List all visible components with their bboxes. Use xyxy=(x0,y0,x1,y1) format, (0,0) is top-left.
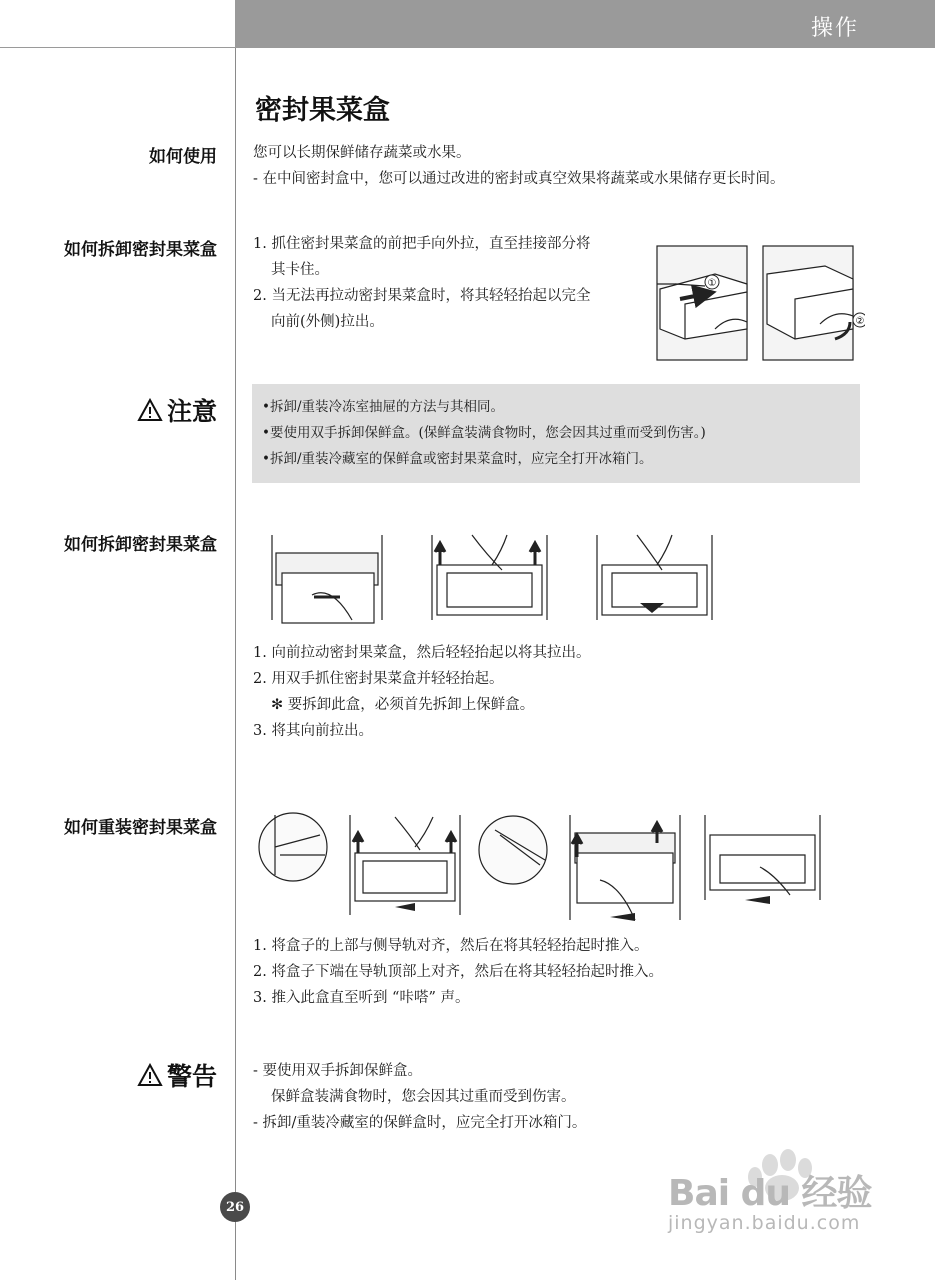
warning-text xyxy=(253,1058,586,1136)
page-title: 密封果菜盒 xyxy=(255,95,390,126)
reinstall-section-steps xyxy=(253,933,663,1011)
caution-box xyxy=(252,384,860,483)
how-to-use-line: - 在中间密封盒中，您可以通过改进的密封或真空效果将蔬菜或水果储存更长时间。 xyxy=(253,171,785,187)
warning-item: 保鲜盒装满食物时，您会因其过重而受到伤害。 xyxy=(271,1089,576,1105)
step-text: 1. 将盒子的上部与侧导轨对齐，然后在将其轻轻抬起时推入。 xyxy=(253,938,649,954)
how-to-use-text xyxy=(253,140,785,192)
step-text: 1. 向前拉动密封果菜盒，然后轻轻抬起以将其拉出。 xyxy=(253,645,591,661)
step-text: 3. 将其向前拉出。 xyxy=(253,723,373,739)
fig-marker-2: ② xyxy=(855,316,865,327)
remove-section-2-steps xyxy=(253,640,590,744)
caution-heading xyxy=(137,392,217,428)
step-text: 其卡住。 xyxy=(271,262,329,278)
step-text: 向前(外侧)拉出。 xyxy=(271,314,384,330)
step-note: ✻ 要拆卸此盒，必须首先拆卸上保鲜盒。 xyxy=(271,697,535,713)
how-to-use-line: 您可以长期保鲜储存蔬菜或水果。 xyxy=(253,145,471,161)
header-band xyxy=(235,0,935,48)
caution-item: •要使用双手拆卸保鲜盒。(保鲜盒装满食物时，您会因其过重而受到伤害。) xyxy=(262,425,706,441)
caution-item: •拆卸/重装冷冻室抽屉的方法与其相同。 xyxy=(262,399,505,415)
step-text: 2. 将盒子下端在导轨顶部上对齐，然后在将其轻轻抬起时推入。 xyxy=(253,964,663,980)
drawer-removal-illustration-1 xyxy=(655,244,865,364)
margin-divider xyxy=(235,48,236,1280)
warning-heading xyxy=(137,1057,217,1093)
step-text: 2. 当无法再拉动密封果菜盒时，将其轻轻抬起以完全 xyxy=(253,288,591,304)
step-text: 2. 用双手抓住密封果菜盒并轻轻抬起。 xyxy=(253,671,504,687)
remove-section-1-steps xyxy=(253,231,590,335)
caution-label: 注意 xyxy=(166,397,217,426)
warning-label: 警告 xyxy=(166,1062,217,1091)
caution-item: •拆卸/重装冷藏室的保鲜盒或密封果菜盒时，应完全打开冰箱门。 xyxy=(262,451,653,467)
section-title: 操作 xyxy=(810,16,859,41)
reinstall-section-label: 如何重装密封果菜盒 xyxy=(64,818,217,838)
watermark-brand: Bai du 经验 xyxy=(668,1173,872,1214)
warning-item: - 拆卸/重装冷藏室的保鲜盒时，应完全打开冰箱门。 xyxy=(253,1115,587,1131)
remove-section-1-label: 如何拆卸密封果菜盒 xyxy=(64,240,217,260)
drawer-reinstall-illustration xyxy=(255,805,835,930)
how-to-use-label: 如何使用 xyxy=(149,147,217,167)
fig-marker-1: ① xyxy=(707,278,717,289)
step-text: 3. 推入此盒直至听到 “咔嗒” 声。 xyxy=(253,990,470,1006)
warning-triangle-icon xyxy=(137,398,163,422)
watermark-url: jingyan.baidu.com xyxy=(668,1212,861,1234)
step-text: 1. 抓住密封果菜盒的前把手向外拉，直至挂接部分将 xyxy=(253,236,591,252)
warning-triangle-icon xyxy=(137,1063,163,1087)
page-number: 26 xyxy=(220,1192,250,1222)
remove-section-2-label: 如何拆卸密封果菜盒 xyxy=(64,535,217,555)
header-rule xyxy=(0,47,235,48)
warning-item: - 要使用双手拆卸保鲜盒。 xyxy=(253,1063,423,1079)
drawer-removal-illustration-2 xyxy=(262,525,722,635)
